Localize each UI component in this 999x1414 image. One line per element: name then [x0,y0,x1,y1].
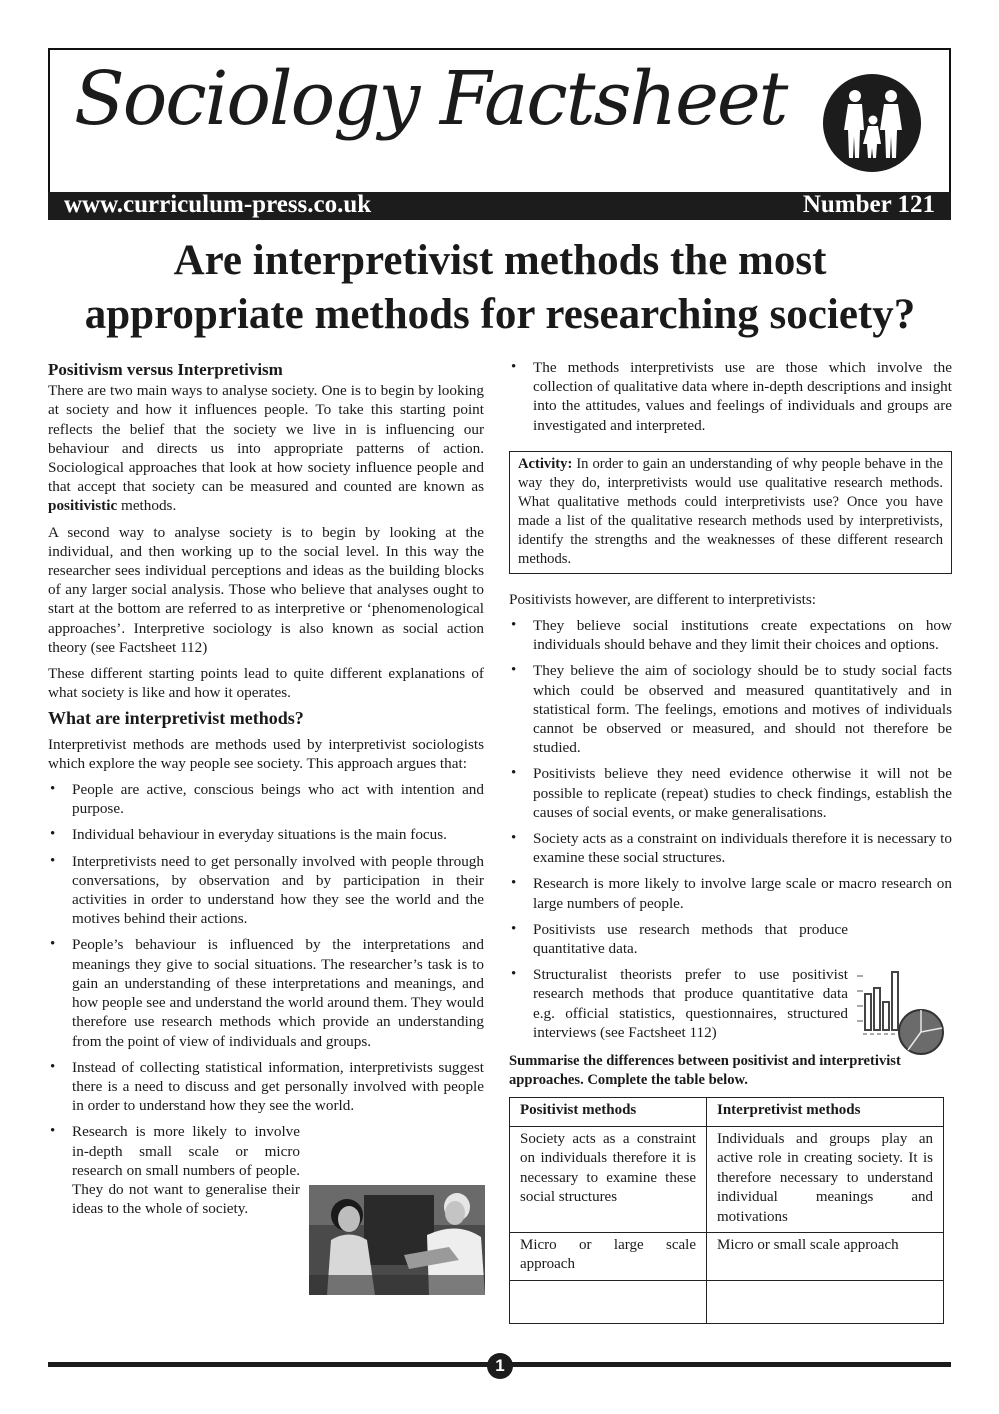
page-number: 1 [487,1353,513,1379]
list-item: • People’s behaviour is influenced by the interpretations and meanings they give to social situations. The researcher’s task is to gain an understanding of these interpretations and meanings, and how people see and understand the world around them. They would therefore use research methods which provide an understanding from the point of view of individuals and groups. [48,935,484,1050]
paragraph-two-ways: There are two main ways to analyse society. One is to begin by looking at society and how it influences people. To take this starting point reflects the belief that the society we live in is influencing our behaviour and directs us into appropriate patterns of action. Sociological approaches that look at how society influence people and that accept that society can be measured and counted are known as positivistic methods. [48,382,484,515]
table-cell: Society acts as a constraint on individuals therefore it is necessary to examine these social structures [510,1126,707,1232]
list-item: • The methods interpretivists use are those which involve the collection of qualitative data where in-depth descriptions and insight into the attitudes, values and feelings of individuals and groups are investigated and interpreted. [509,358,952,435]
table-cell: Individuals and groups play an active role in creating society. It is therefore necessary to understand individual meanings and motivations [707,1126,944,1232]
header-positivist: Positivist methods [510,1098,707,1126]
paragraph-interpretivist-intro: Interpretivist methods are methods used by interpretivist sociologists which explore the way people see society. This approach argues that: [48,735,484,772]
left-column [48,360,484,1225]
page-title [40,234,960,342]
methods-bullet-list [509,358,952,435]
list-item: • People are active, conscious beings who act with intention and purpose. [48,780,484,818]
activity-box: Activity: In order to gain an understanding of why people behave in the way they do, interpretivists would use qualitative research methods. What qualitative methods could interpretivists use? Once you have made a list of the qualitative research methods used by interpretivists, identify the strengths and the weaknesses of these different research methods. [509,451,952,574]
table-row [510,1232,944,1280]
paragraph-starting-points: These different starting points lead to quite different explanations of what society is like and how it operates. [48,665,484,702]
table-header-row [510,1098,944,1126]
interpretivist-bullet-list [48,780,484,1218]
comparison-table [509,1097,944,1323]
positivists-intro: Positivists however, are different to interpretivists: [509,590,817,608]
table-cell: Micro or large scale approach [510,1232,707,1280]
masthead-bar [48,192,951,220]
bar-pie-illustration-icon [853,966,948,1058]
list-item: • They believe social institutions create expectations on how individuals should behave and they limit their choices and options. [509,616,952,654]
section-heading-positivism: Positivism versus Interpretivism [48,360,283,379]
list-item: • Positivists believe they need evidence otherwise it will not be possible to replicate (repeat) studies to check findings, establish the causes of social events, or make generalisations. [509,764,952,822]
list-item: • They believe the aim of sociology should be to study social facts which could be observed and measured quantitatively and in statistical form. The feelings, emotions and motives of individuals cannot be observed or measured, and should not therefore be studied. [509,661,952,757]
table-row [510,1280,944,1323]
title-line-1: Are interpretivist methods the most [173,237,827,284]
list-item: • Positivists use research methods that produce quantitative data. [509,920,848,958]
list-item: • Interpretivists need to get personally involved with people through conversations, by observation and by participation in their activities in order to understand how they see the world and the motives behind their actions. [48,852,484,929]
list-item: • Structuralist theorists prefer to use positivist research methods that produce quantitative data e.g. official statistics, questionnaires, structured interviews (see Factsheet 112) [509,965,848,1042]
table-cell[interactable] [510,1280,707,1323]
table-cell: Micro or small scale approach [707,1232,944,1280]
interview-photo [309,1185,485,1295]
title-line-2: appropriate methods for researching society? [84,291,916,338]
paragraph-second-way: A second way to analyse society is to begin by looking at the individual, and then working up to the social level. In this way the researcher sees individual perceptions and ideas as the building blocks of any larger social analysis. Those who believe that analyses ought to start at the bottom are referred to as interpretive or ‘phenomenological approaches’. Interpretive sociology is also known as social action theory (see Factsheet 112) [48,523,484,656]
list-item: • Research is more likely to involve in-depth small scale or micro research on small numbers of people. They do not want to generalise their ideas to the whole of society. [48,1122,300,1218]
right-column [509,358,952,1324]
table-cell[interactable] [707,1280,944,1323]
section-heading-interpretivist: What are interpretivist methods? [48,708,304,729]
website-url[interactable]: www.curriculum-press.co.uk [64,191,372,218]
table-row [510,1126,944,1232]
summary-instruction: Summarise the differences between positivist and interpretivist approaches. Complete the table below. [509,1053,901,1089]
list-item: • Instead of collecting statistical information, interpretivists suggest there is a need to discuss and get personally involved with people in order to understand how they see the world. [48,1058,484,1116]
term-positivistic: positivistic [48,497,118,515]
list-item: • Individual behaviour in everyday situations is the main focus. [48,825,484,844]
list-item: • Society acts as a constraint on individuals therefore it is necessary to examine these social structures. [509,829,952,867]
family-logo-icon [823,74,921,172]
activity-label: Activity: [518,455,573,472]
brand-wordmark: Sociology Factsheet [74,56,787,142]
header-interpretivist: Interpretivist methods [707,1098,944,1126]
issue-number: Number 121 [802,191,935,218]
list-item: • Research is more likely to involve large scale or macro research on large numbers of people. [509,874,952,912]
